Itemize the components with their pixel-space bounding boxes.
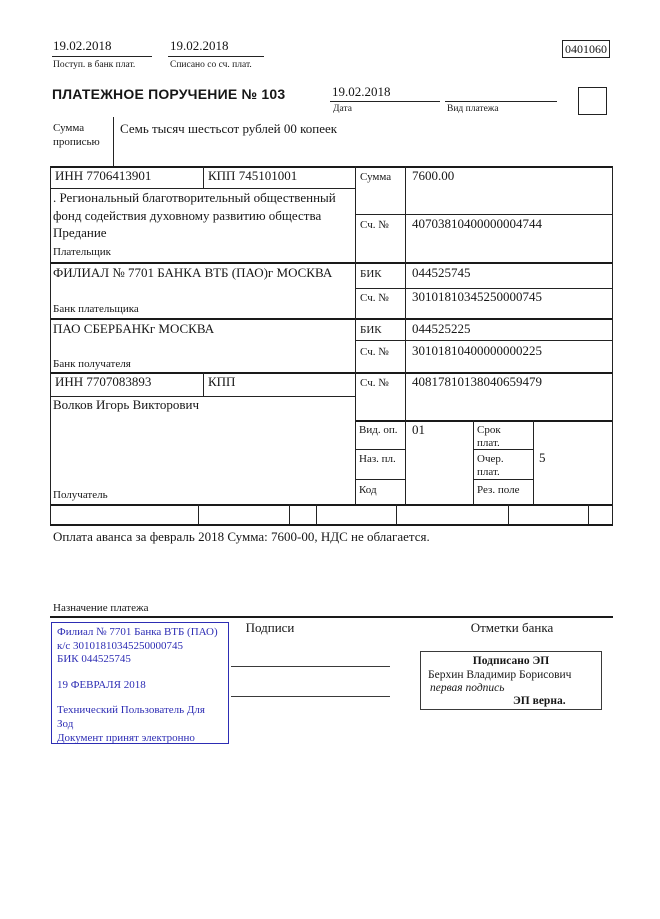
amount-words-value: Семь тысяч шестьсот рублей 00 копеек [120, 121, 338, 136]
payee-inn: ИНН 7707083893 [55, 374, 152, 389]
table-border [50, 504, 613, 506]
tax-row-divider [588, 504, 589, 524]
payer-kpp: КПП 745101001 [208, 168, 298, 183]
payee-section-label: Получатель [53, 489, 108, 501]
srok-plat-label: Срок плат. [477, 424, 501, 449]
purpose-label: Назначение платежа [53, 602, 149, 614]
payer-account-label: Сч. № [360, 219, 389, 231]
vid-op-value: 01 [412, 422, 425, 437]
received-date-underline [52, 56, 152, 57]
payer-bank-account: 30101810345250000745 [412, 289, 542, 304]
payer-bank-bik-label: БИК [360, 268, 382, 280]
payer-bank-bik: 044525745 [412, 265, 471, 280]
payer-account: 40703810400000004744 [412, 216, 542, 231]
table-border [473, 479, 533, 480]
date-label: Дата [333, 104, 352, 114]
signature-line [231, 666, 390, 667]
payment-kind-label: Вид платежа [447, 104, 499, 114]
stamp-bik: БИК 044525745 [57, 653, 131, 666]
stamp-bank-name: Филиал № 7701 Банка ВТБ (ПАО) [57, 626, 218, 638]
stamp-date: 19 ФЕВРАЛЯ 2018 [57, 678, 146, 691]
table-border [355, 420, 613, 422]
amount-words-label: Сумма прописью [53, 122, 100, 148]
tax-row-divider [289, 504, 290, 524]
signer-name: Берхин Владимир Борисович [428, 669, 572, 681]
signatures-header: Подписи [245, 620, 295, 635]
payee-bank-bik-label: БИК [360, 324, 382, 336]
table-border [50, 262, 613, 264]
payee-bank-section-label: Банк получателя [53, 358, 131, 370]
debited-date-underline [168, 56, 264, 57]
payment-kind-underline [445, 101, 557, 102]
tax-row-divider [316, 504, 317, 524]
tax-row-divider [198, 504, 199, 524]
document-date: 19.02.2018 [332, 84, 391, 99]
date-underline [330, 101, 440, 102]
table-border [405, 166, 406, 504]
payer-inn: ИНН 7706413901 [55, 168, 152, 183]
table-border [50, 524, 613, 526]
payee-bank-account-label: Сч. № [360, 346, 389, 358]
table-border [355, 340, 613, 341]
form-code-box: 0401060 [562, 40, 610, 58]
table-border [355, 214, 613, 215]
naz-pl-label: Наз. пл. [359, 453, 396, 465]
first-signature-label: первая подпись [430, 682, 505, 694]
payee-account-label: Сч. № [360, 377, 389, 389]
table-border [355, 449, 405, 450]
payee-name: Волков Игорь Викторович [53, 397, 200, 412]
rez-pole-label: Рез. поле [477, 484, 520, 496]
received-date-label: Поступ. в банк плат. [53, 60, 136, 70]
amount-words-divider [113, 117, 114, 166]
signed-ep-title: Подписано ЭП [472, 655, 550, 667]
table-border [203, 372, 204, 396]
kod-label: Код [359, 484, 377, 496]
bank-electronic-stamp [51, 622, 229, 744]
table-border [203, 166, 204, 188]
tax-row-divider [50, 504, 51, 524]
debited-date-label: Списано со сч. плат. [170, 60, 252, 70]
payee-bank-account: 30101810400000000225 [412, 343, 542, 358]
payee-bank-name: ПАО СБЕРБАНКг МОСКВА [53, 321, 215, 336]
bank-marks-header: Отметки банка [470, 620, 554, 635]
table-border [612, 166, 613, 504]
sum-value: 7600.00 [412, 168, 455, 183]
stamp-spacer [57, 667, 223, 679]
payee-bank-bik: 044525225 [412, 321, 471, 336]
tax-row-divider [508, 504, 509, 524]
table-border [473, 420, 474, 504]
stamp-user: Технический Пользователь Для Зод [57, 704, 205, 730]
payee-account: 40817810138040659479 [412, 374, 542, 389]
purpose-underline [50, 616, 613, 618]
payer-bank-section-label: Банк плательщика [53, 303, 139, 315]
table-border [533, 420, 534, 504]
payer-name: . Региональный благотворительный общественный фонд содействия духовному развитию общества Предание [53, 190, 336, 240]
payer-section-label: Плательщик [53, 246, 111, 258]
document-title: ПЛАТЕЖНОЕ ПОРУЧЕНИЕ № 103 [52, 86, 286, 102]
table-border [50, 318, 613, 320]
sum-label: Сумма [360, 171, 392, 183]
ocher-plat-value: 5 [539, 450, 546, 465]
signature-verification-stamp [420, 651, 602, 710]
stamp-accepted: Документ принят электронно [57, 731, 195, 744]
ocher-plat-label: Очер. плат. [477, 453, 504, 478]
payer-bank-account-label: Сч. № [360, 292, 389, 304]
purpose-text: Оплата аванса за февраль 2018 Сумма: 7600-00, НДС не облагается. [53, 529, 430, 544]
stamp-spacer [57, 692, 223, 704]
payment-kind-box [578, 87, 607, 115]
payee-kpp-label: КПП [208, 374, 236, 389]
payer-bank-name: ФИЛИАЛ № 7701 БАНКА ВТБ (ПАО)г МОСКВА [53, 265, 333, 280]
received-date: 19.02.2018 [53, 38, 112, 53]
tax-row-divider [612, 504, 613, 524]
signature-line [231, 696, 390, 697]
table-border [355, 479, 405, 480]
tax-row-divider [396, 504, 397, 524]
debited-date: 19.02.2018 [170, 38, 229, 53]
stamp-corr-account: к/с 30101810345250000745 [57, 639, 184, 652]
table-border [50, 166, 51, 504]
ep-verified-label: ЭП верна. [513, 695, 566, 707]
vid-op-label: Вид. оп. [359, 424, 398, 436]
table-border [355, 166, 356, 504]
